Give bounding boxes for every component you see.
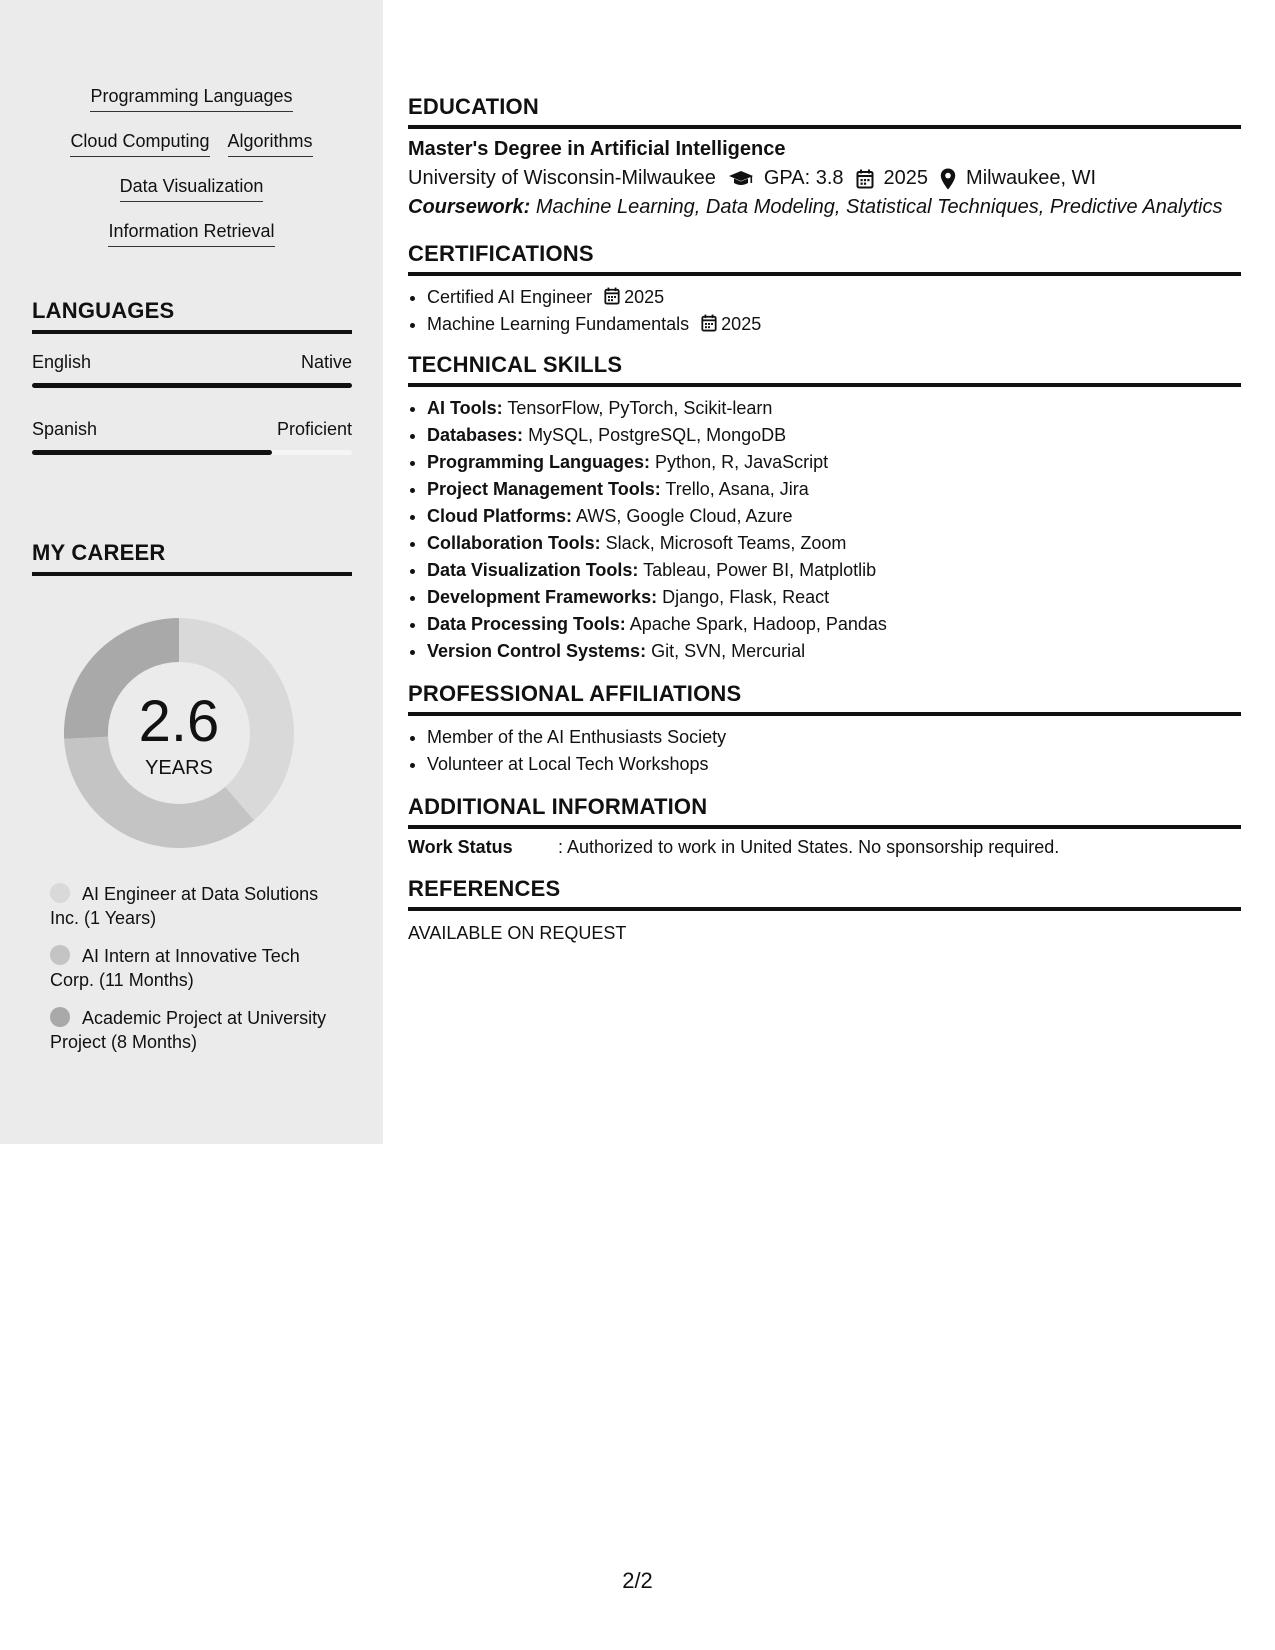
- skill-value: Tableau, Power BI, Matplotlib: [643, 560, 877, 580]
- legend-dot-icon: [50, 1007, 70, 1027]
- skill-label: Databases:: [427, 425, 524, 445]
- calendar-icon: [856, 169, 874, 189]
- references-heading: REFERENCES: [408, 876, 1241, 911]
- skill-value: Slack, Microsoft Teams, Zoom: [605, 533, 847, 553]
- language-name: Spanish: [32, 419, 98, 439]
- skill-label: Data Processing Tools:: [427, 614, 626, 634]
- skill-label: Data Visualization Tools:: [427, 560, 639, 580]
- calendar-icon: [604, 287, 620, 305]
- certification-name: Machine Learning Fundamentals: [427, 314, 690, 334]
- language-bar-track: [32, 450, 352, 455]
- career-heading: MY CAREER: [32, 540, 352, 576]
- skill-label: Version Control Systems:: [427, 641, 647, 661]
- education-details: [408, 167, 1241, 190]
- skill-row: [0, 131, 383, 176]
- language-row: [32, 352, 352, 373]
- coursework: [408, 196, 1241, 219]
- legend-dot-icon: [50, 945, 70, 965]
- career-donut-center: [64, 618, 294, 848]
- additional-info-heading: ADDITIONAL INFORMATION: [408, 794, 1241, 829]
- map-pin-icon: [940, 168, 956, 190]
- skill-value: AWS, Google Cloud, Azure: [576, 506, 793, 526]
- education-location: Milwaukee, WI: [966, 167, 1097, 189]
- legend-dot-icon: [50, 883, 70, 903]
- references-text: AVAILABLE ON REQUEST: [408, 923, 627, 943]
- skill-row: [0, 86, 383, 131]
- education-section: [408, 94, 1241, 219]
- school: University of Wisconsin-Milwaukee: [408, 167, 716, 189]
- skill-item: [427, 503, 1241, 530]
- education-heading: EDUCATION: [408, 94, 1241, 129]
- technical-skills-heading: TECHNICAL SKILLS: [408, 352, 1241, 387]
- certifications-heading: CERTIFICATIONS: [408, 241, 1241, 276]
- language-row: [32, 419, 352, 440]
- certification-item: [427, 311, 1241, 338]
- calendar-icon: [701, 314, 717, 332]
- career-legend: [50, 882, 340, 1068]
- skill-value: TensorFlow, PyTorch, Scikit-learn: [507, 398, 773, 418]
- language-bar-track: [32, 383, 352, 388]
- affiliation-item: • Member of the AI Enthusiasts Society: [427, 724, 1241, 751]
- affiliations-section: [408, 681, 1241, 778]
- language-item: [32, 419, 352, 455]
- skill-value: Django, Flask, React: [662, 587, 830, 607]
- skill-item: [427, 476, 1241, 503]
- career-legend-item: [50, 944, 340, 992]
- language-level: Proficient: [276, 419, 352, 439]
- technical-skills-section: [408, 352, 1241, 665]
- skill-label: Project Management Tools:: [427, 479, 661, 499]
- career-legend-item: [50, 882, 340, 930]
- affiliations-heading: PROFESSIONAL AFFILIATIONS: [408, 681, 1241, 716]
- skill-row: [0, 221, 383, 266]
- certifications-list: [408, 284, 1241, 338]
- language-item: [32, 352, 352, 388]
- certification-year: 2025: [624, 287, 665, 307]
- skill-label: AI Tools:: [427, 398, 503, 418]
- skill-value: Trello, Asana, Jira: [665, 479, 809, 499]
- coursework-label: Coursework:: [408, 196, 531, 218]
- work-status-row: [408, 837, 1241, 858]
- affiliations-list: [408, 724, 1241, 778]
- career-legend-label: AI Intern at Innovative Tech Corp. (11 Months): [50, 946, 300, 990]
- skill-row: [0, 176, 383, 221]
- skill-tag: Algorithms: [228, 131, 313, 157]
- languages-heading: LANGUAGES: [32, 298, 352, 334]
- certification-name: Certified AI Engineer: [427, 287, 593, 307]
- certification-item: [427, 284, 1241, 311]
- sidebar: [0, 0, 383, 1144]
- skill-item: [427, 422, 1241, 449]
- skill-item: [427, 395, 1241, 422]
- technical-skills-list: [408, 395, 1241, 665]
- skill-label: Development Frameworks:: [427, 587, 658, 607]
- skill-value: MySQL, PostgreSQL, MongoDB: [528, 425, 787, 445]
- career-legend-label: Academic Project at University Project (8 Months): [50, 1008, 327, 1052]
- education-year: 2025: [883, 167, 929, 189]
- skill-item: [427, 638, 1241, 665]
- skill-tag: Cloud Computing: [70, 131, 209, 157]
- affiliation-item: • Volunteer at Local Tech Workshops: [427, 751, 1241, 778]
- language-bar-fill: [32, 383, 352, 388]
- language-bar-fill: [32, 450, 272, 455]
- skill-item: [427, 449, 1241, 476]
- main-content: [408, 0, 1241, 944]
- career-legend-label: AI Engineer at Data Solutions Inc. (1 Years): [50, 884, 319, 928]
- language-name: English: [32, 352, 92, 372]
- graduation-cap-icon: [728, 170, 754, 188]
- skill-value: Git, SVN, Mercurial: [651, 641, 806, 661]
- skill-item: [427, 557, 1241, 584]
- career-total: 2.6: [138, 688, 220, 754]
- gpa: GPA: 3.8: [763, 167, 844, 189]
- skill-value: Apache Spark, Hadoop, Pandas: [629, 614, 887, 634]
- skill-item: [427, 611, 1241, 638]
- skill-item: [427, 530, 1241, 557]
- page-number: 2/2: [622, 1568, 653, 1593]
- skill-tag: Information Retrieval: [108, 221, 274, 247]
- skill-label: Cloud Platforms:: [427, 506, 573, 526]
- certification-year: 2025: [721, 314, 762, 334]
- work-status-label: Work Status: [408, 837, 513, 857]
- skill-item: [427, 584, 1241, 611]
- references-section: [408, 876, 1241, 944]
- language-level: Native: [300, 352, 352, 372]
- skill-label: Collaboration Tools:: [427, 533, 601, 553]
- skill-tags: [0, 86, 383, 266]
- skill-tag: Programming Languages: [90, 86, 292, 112]
- additional-info-section: [408, 794, 1241, 858]
- career-unit: YEARS: [145, 756, 213, 779]
- degree: Master's Degree in Artificial Intelligence: [408, 138, 786, 160]
- skill-label: Programming Languages:: [427, 452, 651, 472]
- career-legend-item: [50, 1006, 340, 1054]
- career-donut-chart: [64, 618, 294, 848]
- skill-value: Python, R, JavaScript: [655, 452, 829, 472]
- coursework-list: Machine Learning, Data Modeling, Statistical Techniques, Predictive Analytics: [535, 196, 1223, 218]
- work-status-value: : Authorized to work in United States. No sponsorship required.: [558, 837, 1060, 857]
- skill-tag: Data Visualization: [120, 176, 264, 202]
- certifications-section: [408, 241, 1241, 338]
